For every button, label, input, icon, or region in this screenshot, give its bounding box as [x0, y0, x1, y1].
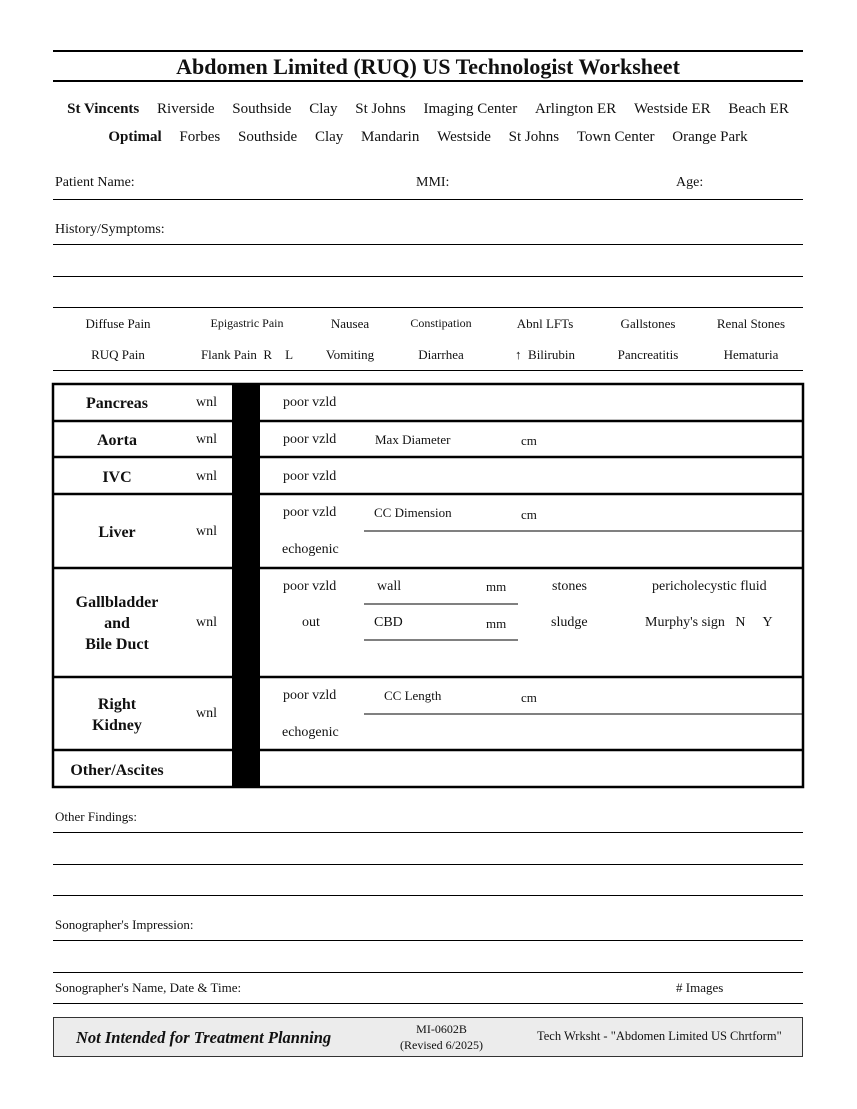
wnl-option[interactable]: wnl [196, 706, 217, 721]
location-site: Mandarin [361, 129, 420, 145]
poor-vzld-option[interactable]: poor vzld [283, 469, 337, 484]
wnl-option[interactable]: wnl [196, 615, 217, 630]
form-id: MI-0602B [416, 1022, 467, 1036]
location-group: Optimal [108, 129, 162, 145]
patient-name-label: Patient Name: [55, 175, 135, 190]
poor-vzld-option[interactable]: poor vzld [283, 505, 337, 520]
wnl-option[interactable]: wnl [196, 395, 217, 410]
sonographer-line[interactable] [53, 1003, 803, 1004]
location-site: Westside [437, 129, 491, 145]
murphys-sign-option[interactable]: Murphy's sign N Y [645, 615, 773, 630]
location-site: Imaging Center [423, 101, 518, 117]
impression-line-2[interactable] [53, 972, 803, 973]
other-findings-line-3[interactable] [53, 895, 803, 896]
location-site: Westside ER [633, 101, 711, 117]
organ-gallbladder-line1: Gallbladder [75, 594, 159, 611]
sludge-option[interactable]: sludge [551, 615, 588, 630]
impression-label: Sonographer's Impression: [55, 917, 194, 932]
organ-right-kidney-line1: Right [97, 696, 137, 713]
age-label: Age: [676, 175, 704, 190]
treatment-notice: Not Intended for Treatment Planning [76, 1028, 332, 1047]
symptom-option[interactable]: Diffuse Pain [85, 316, 151, 331]
symptom-option[interactable]: Pancreatitis [617, 347, 679, 362]
location-site: Clay [314, 129, 344, 145]
location-group: St Vincents [67, 101, 140, 117]
symptom-option[interactable]: Flank Pain R L [200, 347, 294, 362]
symptom-option[interactable]: Renal Stones [716, 316, 786, 331]
wnl-option[interactable]: wnl [196, 524, 217, 539]
footer-box [53, 1017, 803, 1057]
poor-vzld-option[interactable]: poor vzld [283, 579, 337, 594]
sonographer-label: Sonographer's Name, Date & Time: [55, 980, 242, 995]
symptom-option[interactable]: Gallstones [620, 316, 676, 331]
organ-gallbladder-line2: and [104, 615, 130, 632]
organ-pancreas: Pancreas [86, 395, 148, 412]
form-revision: (Revised 6/2025) [400, 1038, 483, 1052]
form-name: Tech Wrksht - "Abdomen Limited US Chrtform" [537, 1029, 782, 1043]
location-site: Forbes [179, 129, 221, 145]
images-count-label: # Images [676, 980, 724, 995]
gb-out-option[interactable]: out [302, 615, 320, 630]
symptom-option[interactable]: ↑ Bilirubin [515, 347, 575, 362]
divider-bar [232, 384, 260, 787]
impression-line-1[interactable] [53, 940, 803, 941]
cc-dimension-label: CC Dimension [374, 505, 452, 520]
location-site: Arlington ER [534, 101, 617, 117]
location-site: Southside [232, 101, 292, 117]
cbd-label: CBD [374, 615, 403, 630]
poor-vzld-option[interactable]: poor vzld [283, 432, 337, 447]
symptom-option[interactable]: Constipation [410, 316, 472, 330]
location-site: Riverside [157, 101, 215, 117]
echogenic-option[interactable]: echogenic [282, 542, 339, 557]
location-site: Beach ER [728, 101, 789, 117]
location-site: St Johns [355, 101, 406, 117]
symptom-option[interactable]: Epigastric Pain [210, 316, 284, 330]
cm-unit: cm [521, 433, 537, 448]
cc-length-label: CC Length [384, 688, 442, 703]
stones-option[interactable]: stones [552, 579, 587, 594]
gb-wall-label: wall [377, 579, 402, 594]
echogenic-option[interactable]: echogenic [282, 725, 339, 740]
organ-ivc: IVC [102, 469, 132, 486]
cm-unit: cm [521, 690, 537, 705]
wnl-option[interactable]: wnl [196, 469, 217, 484]
organ-right-kidney-line2: Kidney [92, 717, 142, 734]
mm-unit: mm [486, 616, 507, 631]
page-title: Abdomen Limited (RUQ) US Technologist Worksheet [176, 54, 680, 79]
location-site: Clay [309, 101, 338, 117]
other-findings-line-1[interactable] [53, 832, 803, 833]
cm-unit: cm [521, 507, 537, 522]
history-label: History/Symptoms: [55, 222, 165, 237]
organ-aorta: Aorta [97, 432, 137, 449]
other-findings-label: Other Findings: [55, 809, 137, 824]
symptom-option[interactable]: Nausea [330, 316, 370, 331]
organ-liver: Liver [98, 524, 136, 541]
location-site: Orange Park [672, 129, 748, 145]
mm-unit: mm [486, 579, 507, 594]
location-site: St Johns [508, 129, 560, 145]
other-findings-line-2[interactable] [53, 864, 803, 865]
form-id-block [394, 1021, 489, 1053]
symptom-option[interactable]: Hematuria [723, 347, 779, 362]
max-diameter-label: Max Diameter [375, 432, 451, 447]
symptom-option[interactable]: Diarrhea [418, 347, 464, 362]
location-site: Town Center [576, 129, 655, 145]
mmi-label: MMI: [416, 175, 450, 190]
pericholecystic-fluid-option[interactable]: pericholecystic fluid [652, 579, 767, 594]
poor-vzld-option[interactable]: poor vzld [283, 688, 337, 703]
organ-gallbladder-line3: Bile Duct [85, 636, 149, 653]
symptom-option[interactable]: RUQ Pain [91, 347, 145, 362]
symptom-option[interactable]: Vomiting [325, 347, 375, 362]
wnl-option[interactable]: wnl [196, 432, 217, 447]
symptom-option[interactable]: Abnl LFTs [516, 316, 574, 331]
organ-other-ascites: Other/Ascites [70, 762, 164, 779]
location-site: Southside [238, 129, 298, 145]
poor-vzld-option[interactable]: poor vzld [283, 395, 337, 410]
